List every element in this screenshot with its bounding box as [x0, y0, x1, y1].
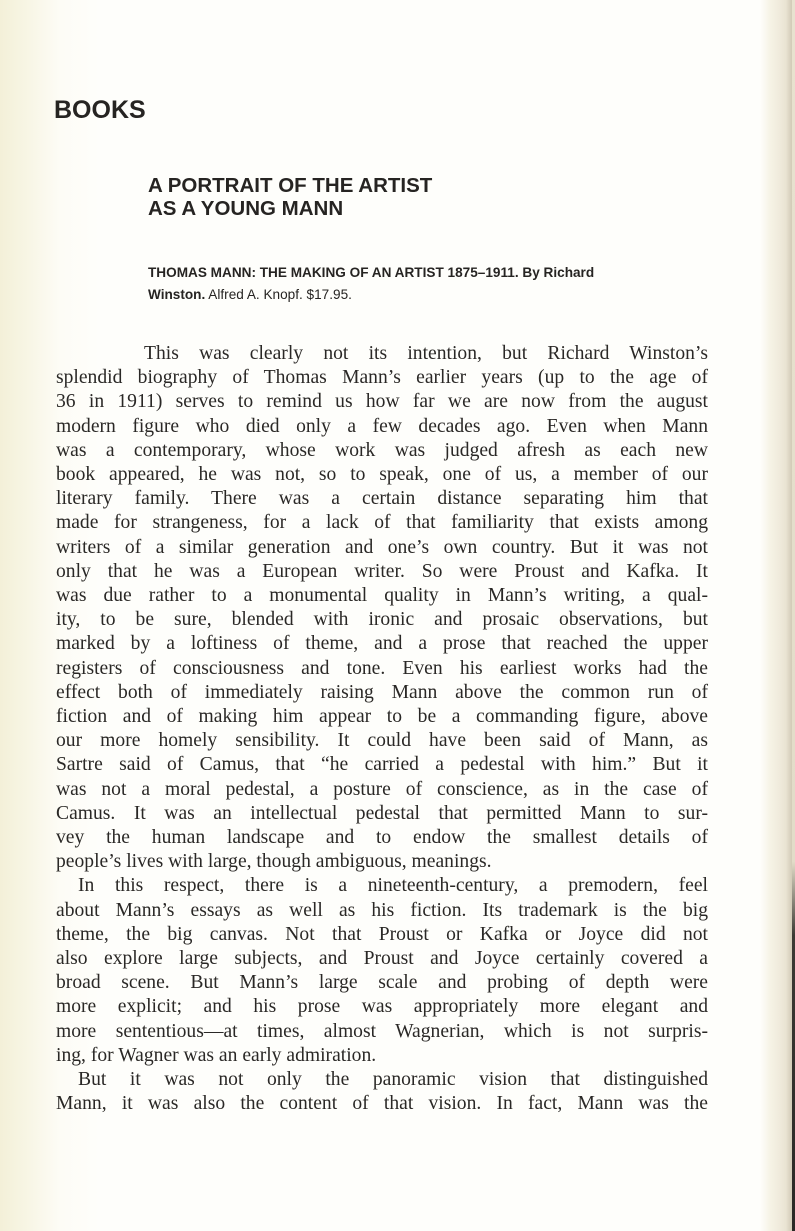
article-text-line: effect both of immediately raising Mann above the common run of: [56, 681, 708, 703]
article-text-line: splendid biography of Thomas Mann’s earlier years (up to the age of: [56, 367, 708, 389]
article-text-line: more sententious—at times, almost Wagnerian, which is not surpris-: [56, 1020, 708, 1042]
article-title-line: A PORTRAIT OF THE ARTIST: [148, 174, 433, 197]
article-text-line: only that he was a European writer. So were Proust and Kafka. It: [56, 560, 708, 582]
article-text-line: This was clearly not its intention, but Richard Winston’s: [144, 343, 708, 364]
article-text-line: book appeared, he was not, so to speak, one of us, a member of our: [56, 464, 708, 486]
book-info: [148, 262, 708, 306]
article-text-line: Camus. It was an intellectual pedestal that permitted Mann to sur-: [56, 802, 708, 824]
article-paragraph: [56, 874, 708, 1068]
book-info-line: [148, 262, 708, 284]
article-title-line: AS A YOUNG MANN: [148, 197, 344, 220]
article-paragraph: [56, 1068, 708, 1116]
article-text-line: modern figure who died only a few decades ago. Even when Mann: [56, 415, 708, 437]
article-text-line: was due rather to a monumental quality in Mann’s writing, a qual-: [56, 585, 708, 607]
article-paragraph: [56, 342, 708, 874]
article-text-line: But it was not only the panoramic vision that distinguished: [78, 1069, 708, 1091]
book-publisher: Alfred A. Knopf.: [208, 287, 303, 302]
article-text-line: literary family. There was a certain distance separating him that: [56, 488, 708, 510]
article-text-line: writers of a similar generation and one’s own country. But it was not: [56, 536, 708, 558]
article-text-line: In this respect, there is a nineteenth-century, a premodern, feel: [78, 875, 708, 897]
book-author-end: Winston.: [148, 287, 206, 302]
article-text-line: vey the human landscape and to endow the smallest details of: [56, 827, 708, 849]
article-text-line: also explore large subjects, and Proust and Joyce certainly covered a: [56, 948, 708, 970]
article-text-line: theme, the big canvas. Not that Proust or Kafka or Joyce did not: [56, 923, 708, 945]
article-text-line: made for strangeness, for a lack of that familiarity that exists among: [56, 512, 708, 534]
book-title-author: THOMAS MANN: THE MAKING OF AN ARTIST 1875–1911. By Richard: [148, 265, 595, 280]
article-title: [148, 174, 432, 220]
article-text-line: our more homely sensibility. It could have been said of Mann, as: [56, 730, 708, 752]
article-text-line: was a contemporary, whose work was judged afresh as each new: [56, 439, 708, 461]
article-body: [56, 342, 708, 1117]
article-text-line: marked by a loftiness of theme, and a prose that reached the upper: [56, 633, 708, 655]
article-text-line: people’s lives with large, though ambiguous, meanings.: [56, 851, 492, 873]
book-info-line: [148, 284, 708, 306]
article-text-line: about Mann’s essays as well as his fiction. Its trademark is the big: [56, 899, 708, 921]
article-text-line: broad scene. But Mann’s large scale and probing of depth were: [56, 972, 708, 994]
article-text-line: fiction and of making him appear to be a commanding figure, above: [56, 706, 708, 728]
article-text-line: ing, for Wagner was an early admiration.: [56, 1044, 377, 1066]
article-text-line: Sartre said of Camus, that “he carried a pedestal with him.” But it: [56, 754, 708, 776]
article-text-line: 36 in 1911) serves to remind us how far we are now from the august: [56, 391, 708, 413]
article-text-line: Mann, it was also the content of that vision. In fact, Mann was the: [56, 1093, 708, 1115]
article-text-line: more explicit; and his prose was appropriately more elegant and: [56, 996, 708, 1018]
article-text-line: registers of consciousness and tone. Even his earliest works had the: [56, 657, 708, 679]
book-price: $17.95.: [306, 287, 352, 302]
article-text-line: ity, to be sure, blended with ironic and prosaic observations, but: [56, 609, 708, 631]
section-heading: BOOKS: [54, 96, 146, 124]
article-text-line: was not a moral pedestal, a posture of conscience, as in the case of: [56, 778, 708, 800]
